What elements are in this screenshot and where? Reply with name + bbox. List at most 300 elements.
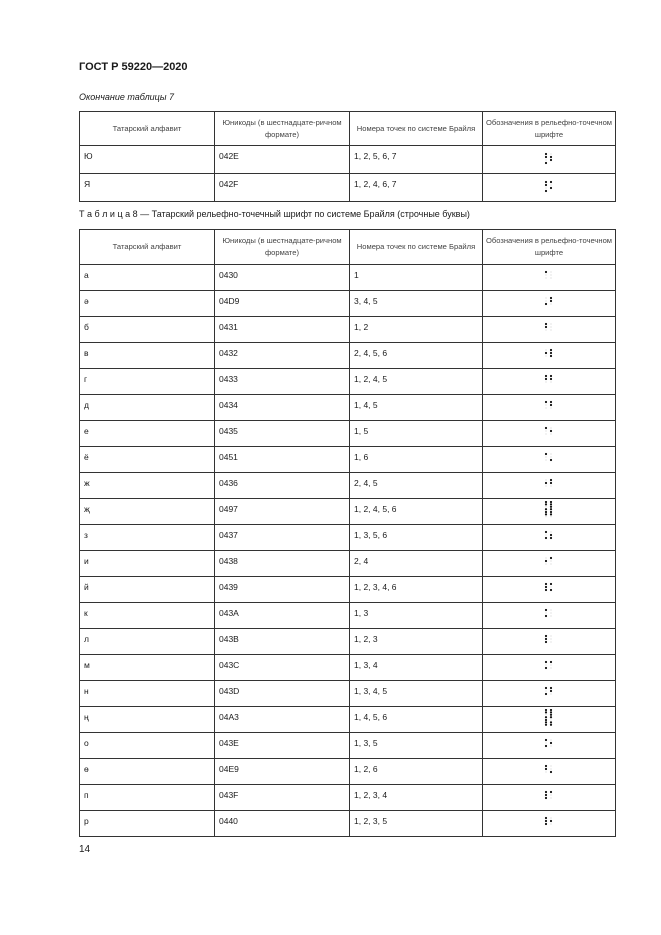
cell-braille xyxy=(483,551,616,577)
braille-dot-raised xyxy=(545,767,547,769)
braille-dot-raised xyxy=(550,155,552,157)
table-8 xyxy=(79,229,616,837)
cell-braille xyxy=(483,174,616,202)
braille-dot-empty xyxy=(546,187,547,188)
table-row xyxy=(80,811,616,837)
braille-dot-empty xyxy=(551,560,552,561)
braille-dot-raised xyxy=(550,721,552,723)
braille-dot-empty xyxy=(546,563,547,564)
cell-braille xyxy=(483,759,616,785)
braille-dot-empty xyxy=(551,531,552,532)
braille-dot-raised xyxy=(545,374,547,376)
cell-unicode: 0497 xyxy=(215,499,350,525)
braille-dot-empty xyxy=(546,407,547,408)
cell-unicode: 04E9 xyxy=(215,759,350,785)
braille-dot-empty xyxy=(551,433,552,434)
cell-unicode: 0439 xyxy=(215,577,350,603)
table-row xyxy=(80,785,616,811)
col-header-alphabet: Татарский алфавит xyxy=(80,230,215,265)
col-header-dots: Номера точек по системе Брайля xyxy=(350,230,483,265)
cell-dots: 1, 4, 5, 6 xyxy=(350,707,483,733)
braille-dot-empty xyxy=(546,274,547,275)
braille-dot-raised xyxy=(545,559,547,561)
table-row xyxy=(80,629,616,655)
braille-dot-empty xyxy=(546,771,547,772)
col-header-alphabet: Татарский алфавит xyxy=(80,112,215,146)
braille-dot-raised xyxy=(545,377,547,379)
cell-unicode: 042F xyxy=(215,174,350,202)
braille-dot-raised xyxy=(550,348,552,350)
cell-unicode: 0440 xyxy=(215,811,350,837)
braille-dot-raised xyxy=(545,161,547,163)
cell-braille xyxy=(483,603,616,629)
braille-dot-empty xyxy=(546,404,547,405)
cell-unicode: 043B xyxy=(215,629,350,655)
braille-dot-empty xyxy=(546,277,547,278)
table-row xyxy=(80,447,616,473)
cell-unicode: 0434 xyxy=(215,395,350,421)
braille-dot-raised xyxy=(550,723,552,725)
table-row xyxy=(80,421,616,447)
cell-dots: 1, 3, 4 xyxy=(350,655,483,681)
braille-dot-raised xyxy=(545,510,547,512)
braille-dot-empty xyxy=(546,300,547,301)
braille-dot-raised xyxy=(550,296,552,298)
braille-dot-empty xyxy=(546,349,547,350)
braille-dot-empty xyxy=(546,297,547,298)
braille-dot-raised xyxy=(550,180,552,182)
cell-unicode: 0451 xyxy=(215,447,350,473)
col-header-unicode: Юникоды (в шестнадцате-ричном формате) xyxy=(215,112,350,146)
cell-dots: 1, 2, 3, 4 xyxy=(350,785,483,811)
braille-dot-raised xyxy=(545,796,547,798)
braille-dot-empty xyxy=(546,690,547,691)
table-row xyxy=(80,369,616,395)
braille-dot-raised xyxy=(545,790,547,792)
braille-dot-raised xyxy=(545,302,547,304)
braille-dot-raised xyxy=(550,400,552,402)
cell-unicode: 0438 xyxy=(215,551,350,577)
cell-letter: о xyxy=(80,733,215,759)
braille-dot-empty xyxy=(546,159,547,160)
braille-dot-raised xyxy=(545,270,547,272)
braille-dot-empty xyxy=(551,615,552,616)
braille-dot-raised xyxy=(545,692,547,694)
braille-dot-empty xyxy=(551,271,552,272)
table-row xyxy=(80,551,616,577)
cell-letter: й xyxy=(80,577,215,603)
cell-braille xyxy=(483,577,616,603)
cell-letter: р xyxy=(80,811,215,837)
braille-dot-raised xyxy=(545,503,547,505)
cell-dots: 1, 2, 4, 6, 7 xyxy=(350,174,483,202)
table-8-caption: Т а б л и ц а 8 — Татарский рельефно-точечный шрифт по системе Брайля (строчные буквы) xyxy=(79,209,470,219)
braille-dot-raised xyxy=(550,354,552,356)
braille-dot-raised xyxy=(545,716,547,718)
braille-dot-raised xyxy=(545,322,547,324)
braille-dot-raised xyxy=(550,819,552,821)
braille-dot-raised xyxy=(545,822,547,824)
braille-dot-raised xyxy=(545,508,547,510)
braille-dot-empty xyxy=(551,638,552,639)
cell-dots: 1, 2, 3, 5 xyxy=(350,811,483,837)
braille-dot-empty xyxy=(551,612,552,613)
cell-unicode: 04D9 xyxy=(215,291,350,317)
braille-dot-raised xyxy=(545,764,547,766)
braille-dot-raised xyxy=(550,481,552,483)
table-row xyxy=(80,265,616,291)
cell-letter: д xyxy=(80,395,215,421)
braille-dot-empty xyxy=(551,635,552,636)
table-row xyxy=(80,707,616,733)
braille-dot-empty xyxy=(546,534,547,535)
braille-dot-raised xyxy=(550,429,552,431)
braille-dot-raised xyxy=(545,585,547,587)
braille-dot-empty xyxy=(546,485,547,486)
braille-dot-empty xyxy=(551,326,552,327)
braille-dot-empty xyxy=(551,303,552,304)
braille-dot-raised xyxy=(545,686,547,688)
braille-dot-empty xyxy=(546,612,547,613)
cell-braille xyxy=(483,395,616,421)
cell-braille xyxy=(483,655,616,681)
cell-braille xyxy=(483,421,616,447)
braille-dot-raised xyxy=(550,503,552,505)
braille-dot-empty xyxy=(551,719,552,720)
table-7-body xyxy=(80,146,616,202)
braille-dot-raised xyxy=(545,723,547,725)
page-number: 14 xyxy=(79,844,91,855)
cell-dots: 1, 2, 3 xyxy=(350,629,483,655)
braille-dot-empty xyxy=(546,516,547,517)
cell-braille xyxy=(483,146,616,174)
cell-braille xyxy=(483,707,616,733)
table-7-continuation-label: Окончание таблицы 7 xyxy=(79,92,174,102)
cell-unicode: 0432 xyxy=(215,343,350,369)
braille-dot-raised xyxy=(545,634,547,636)
cell-dots: 1 xyxy=(350,265,483,291)
col-header-unicode: Юникоды (в шестнадцате-ричном формате) xyxy=(215,230,350,265)
braille-dot-raised xyxy=(550,374,552,376)
cell-braille xyxy=(483,811,616,837)
cell-dots: 2, 4, 5 xyxy=(350,473,483,499)
cell-braille xyxy=(483,317,616,343)
cell-braille xyxy=(483,499,616,525)
cell-dots: 1, 5 xyxy=(350,421,483,447)
braille-dot-empty xyxy=(551,329,552,330)
braille-dot-empty xyxy=(546,430,547,431)
cell-unicode: 043A xyxy=(215,603,350,629)
cell-braille xyxy=(483,681,616,707)
braille-dot-raised xyxy=(545,582,547,584)
braille-dot-raised xyxy=(550,403,552,405)
table-row xyxy=(80,395,616,421)
braille-dot-raised xyxy=(545,608,547,610)
braille-dot-raised xyxy=(545,721,547,723)
braille-dot-raised xyxy=(545,530,547,532)
braille-dot-raised xyxy=(545,325,547,327)
braille-dot-raised xyxy=(545,426,547,428)
cell-braille xyxy=(483,265,616,291)
cell-unicode: 0436 xyxy=(215,473,350,499)
cell-braille xyxy=(483,447,616,473)
braille-dot-raised xyxy=(550,458,552,460)
braille-dot-empty xyxy=(551,485,552,486)
cell-letter: Я xyxy=(80,174,215,202)
braille-dot-raised xyxy=(550,536,552,538)
braille-dot-raised xyxy=(550,377,552,379)
braille-dot-empty xyxy=(551,768,552,769)
braille-dot-raised xyxy=(545,640,547,642)
braille-dot-raised xyxy=(550,533,552,535)
cell-letter: ң xyxy=(80,707,215,733)
table-row xyxy=(80,473,616,499)
braille-dot-raised xyxy=(545,183,547,185)
cell-dots: 1, 2, 5, 6, 7 xyxy=(350,146,483,174)
cell-unicode: 042E xyxy=(215,146,350,174)
braille-dot-empty xyxy=(551,823,552,824)
braille-dot-raised xyxy=(550,709,552,711)
table-row xyxy=(80,759,616,785)
cell-letter: е xyxy=(80,421,215,447)
braille-dot-raised xyxy=(545,400,547,402)
braille-dot-empty xyxy=(551,184,552,185)
braille-dot-raised xyxy=(545,536,547,538)
braille-dot-empty xyxy=(546,506,547,507)
braille-dot-empty xyxy=(551,664,552,665)
cell-dots: 1, 3, 4, 5 xyxy=(350,681,483,707)
braille-dot-raised xyxy=(550,660,552,662)
braille-dot-raised xyxy=(550,770,552,772)
table-row xyxy=(80,343,616,369)
braille-dot-raised xyxy=(550,716,552,718)
cell-unicode: 0435 xyxy=(215,421,350,447)
braille-dot-raised xyxy=(550,686,552,688)
braille-dot-raised xyxy=(550,741,552,743)
braille-dot-raised xyxy=(550,505,552,507)
braille-dot-raised xyxy=(550,513,552,515)
cell-unicode: 0437 xyxy=(215,525,350,551)
braille-dot-raised xyxy=(550,711,552,713)
table-header-row xyxy=(80,230,616,265)
cell-letter: н xyxy=(80,681,215,707)
cell-letter: ә xyxy=(80,291,215,317)
cell-letter: к xyxy=(80,603,215,629)
braille-dot-raised xyxy=(550,510,552,512)
table-row xyxy=(80,577,616,603)
braille-dot-raised xyxy=(545,816,547,818)
table-row xyxy=(80,681,616,707)
braille-dot-raised xyxy=(550,478,552,480)
braille-dot-empty xyxy=(546,742,547,743)
braille-dot-raised xyxy=(550,508,552,510)
braille-dot-empty xyxy=(546,664,547,665)
cell-braille xyxy=(483,733,616,759)
cell-dots: 3, 4, 5 xyxy=(350,291,483,317)
braille-dot-raised xyxy=(545,152,547,154)
cell-dots: 1, 2, 6 xyxy=(350,759,483,785)
braille-dot-raised xyxy=(545,666,547,668)
col-header-braille: Обозначения в рельефно-точечном шрифте xyxy=(483,112,616,146)
cell-dots: 1, 3, 5, 6 xyxy=(350,525,483,551)
cell-braille xyxy=(483,473,616,499)
cell-letter: Ю xyxy=(80,146,215,174)
braille-dot-raised xyxy=(545,793,547,795)
table-8-body xyxy=(80,265,616,837)
braille-dot-empty xyxy=(551,153,552,154)
braille-dot-empty xyxy=(546,433,547,434)
braille-dot-raised xyxy=(550,501,552,503)
braille-dot-empty xyxy=(551,586,552,587)
braille-dot-empty xyxy=(551,641,552,642)
cell-dots: 2, 4, 5, 6 xyxy=(350,343,483,369)
cell-unicode: 0431 xyxy=(215,317,350,343)
cell-letter: в xyxy=(80,343,215,369)
cell-braille xyxy=(483,343,616,369)
cell-dots: 1, 3, 5 xyxy=(350,733,483,759)
cell-letter: б xyxy=(80,317,215,343)
braille-dot-empty xyxy=(546,479,547,480)
braille-dot-raised xyxy=(545,819,547,821)
cell-unicode: 043C xyxy=(215,655,350,681)
braille-dot-raised xyxy=(550,689,552,691)
cell-letter: п xyxy=(80,785,215,811)
braille-dot-raised xyxy=(545,718,547,720)
braille-dot-raised xyxy=(545,738,547,740)
cell-letter: м xyxy=(80,655,215,681)
braille-dot-empty xyxy=(551,794,552,795)
table-7 xyxy=(79,111,616,202)
table-row xyxy=(80,655,616,681)
cell-dots: 1, 2, 4, 5 xyxy=(350,369,483,395)
cell-letter: ж xyxy=(80,473,215,499)
table-row xyxy=(80,291,616,317)
table-row xyxy=(80,733,616,759)
cell-unicode: 043E xyxy=(215,733,350,759)
braille-dot-empty xyxy=(551,667,552,668)
braille-dot-raised xyxy=(550,186,552,188)
cell-dots: 1, 4, 5 xyxy=(350,395,483,421)
braille-dot-raised xyxy=(550,158,552,160)
cell-letter: л xyxy=(80,629,215,655)
cell-braille xyxy=(483,629,616,655)
braille-dot-empty xyxy=(546,714,547,715)
cell-dots: 1, 2 xyxy=(350,317,483,343)
cell-unicode: 0430 xyxy=(215,265,350,291)
table-row xyxy=(80,146,616,174)
cell-letter: г xyxy=(80,369,215,395)
braille-dot-empty xyxy=(546,381,547,382)
braille-dot-raised xyxy=(550,790,552,792)
braille-dot-raised xyxy=(545,513,547,515)
braille-dot-empty xyxy=(546,456,547,457)
braille-dot-raised xyxy=(550,556,552,558)
braille-dot-raised xyxy=(545,351,547,353)
braille-dot-empty xyxy=(551,456,552,457)
braille-dot-empty xyxy=(551,427,552,428)
cell-braille xyxy=(483,369,616,395)
document-code: ГОСТ Р 59220—2020 xyxy=(79,61,188,73)
table-row xyxy=(80,603,616,629)
cell-unicode: 0433 xyxy=(215,369,350,395)
cell-dots: 1, 6 xyxy=(350,447,483,473)
braille-dot-raised xyxy=(545,588,547,590)
cell-letter: а xyxy=(80,265,215,291)
cell-dots: 1, 2, 3, 4, 6 xyxy=(350,577,483,603)
col-header-braille: Обозначения в рельефно-точечном шрифте xyxy=(483,230,616,265)
cell-letter: ө xyxy=(80,759,215,785)
braille-dot-raised xyxy=(545,481,547,483)
table-header-row xyxy=(80,112,616,146)
braille-dot-empty xyxy=(551,323,552,324)
col-header-dots: Номера точек по системе Брайля xyxy=(350,112,483,146)
braille-dot-empty xyxy=(551,563,552,564)
braille-dot-empty xyxy=(551,765,552,766)
braille-dot-raised xyxy=(550,351,552,353)
table-row xyxy=(80,499,616,525)
braille-dot-empty xyxy=(551,274,552,275)
braille-dot-raised xyxy=(545,711,547,713)
braille-dot-raised xyxy=(545,452,547,454)
braille-dot-raised xyxy=(545,501,547,503)
table-row xyxy=(80,525,616,551)
braille-dot-raised xyxy=(550,588,552,590)
cell-unicode: 04A3 xyxy=(215,707,350,733)
cell-letter: з xyxy=(80,525,215,551)
braille-dot-raised xyxy=(545,660,547,662)
braille-dot-empty xyxy=(551,453,552,454)
braille-dot-empty xyxy=(551,817,552,818)
cell-letter: ё xyxy=(80,447,215,473)
cell-letter: и xyxy=(80,551,215,577)
braille-dot-empty xyxy=(546,459,547,460)
braille-dot-empty xyxy=(551,739,552,740)
cell-unicode: 043D xyxy=(215,681,350,707)
table-row xyxy=(80,317,616,343)
cell-braille xyxy=(483,785,616,811)
cell-braille xyxy=(483,291,616,317)
braille-dot-empty xyxy=(551,609,552,610)
braille-dot-empty xyxy=(546,355,547,356)
braille-dot-raised xyxy=(545,744,547,746)
cell-dots: 1, 3 xyxy=(350,603,483,629)
braille-dot-raised xyxy=(545,155,547,157)
braille-dot-empty xyxy=(551,407,552,408)
braille-dot-raised xyxy=(550,713,552,715)
braille-dot-empty xyxy=(546,329,547,330)
cell-unicode: 043F xyxy=(215,785,350,811)
braille-dot-raised xyxy=(545,637,547,639)
cell-braille xyxy=(483,525,616,551)
cell-dots: 1, 2, 4, 5, 6 xyxy=(350,499,483,525)
braille-dot-raised xyxy=(545,709,547,711)
braille-dot-raised xyxy=(545,180,547,182)
braille-dot-empty xyxy=(551,277,552,278)
braille-dot-empty xyxy=(551,745,552,746)
braille-dot-empty xyxy=(546,557,547,558)
braille-dot-raised xyxy=(550,582,552,584)
braille-dot-empty xyxy=(551,381,552,382)
cell-dots: 2, 4 xyxy=(350,551,483,577)
cell-letter: җ xyxy=(80,499,215,525)
table-row xyxy=(80,174,616,202)
braille-dot-raised xyxy=(545,614,547,616)
braille-dot-empty xyxy=(551,516,552,517)
braille-dot-empty xyxy=(551,797,552,798)
braille-dot-empty xyxy=(551,693,552,694)
braille-dot-raised xyxy=(545,189,547,191)
braille-dot-raised xyxy=(550,299,552,301)
